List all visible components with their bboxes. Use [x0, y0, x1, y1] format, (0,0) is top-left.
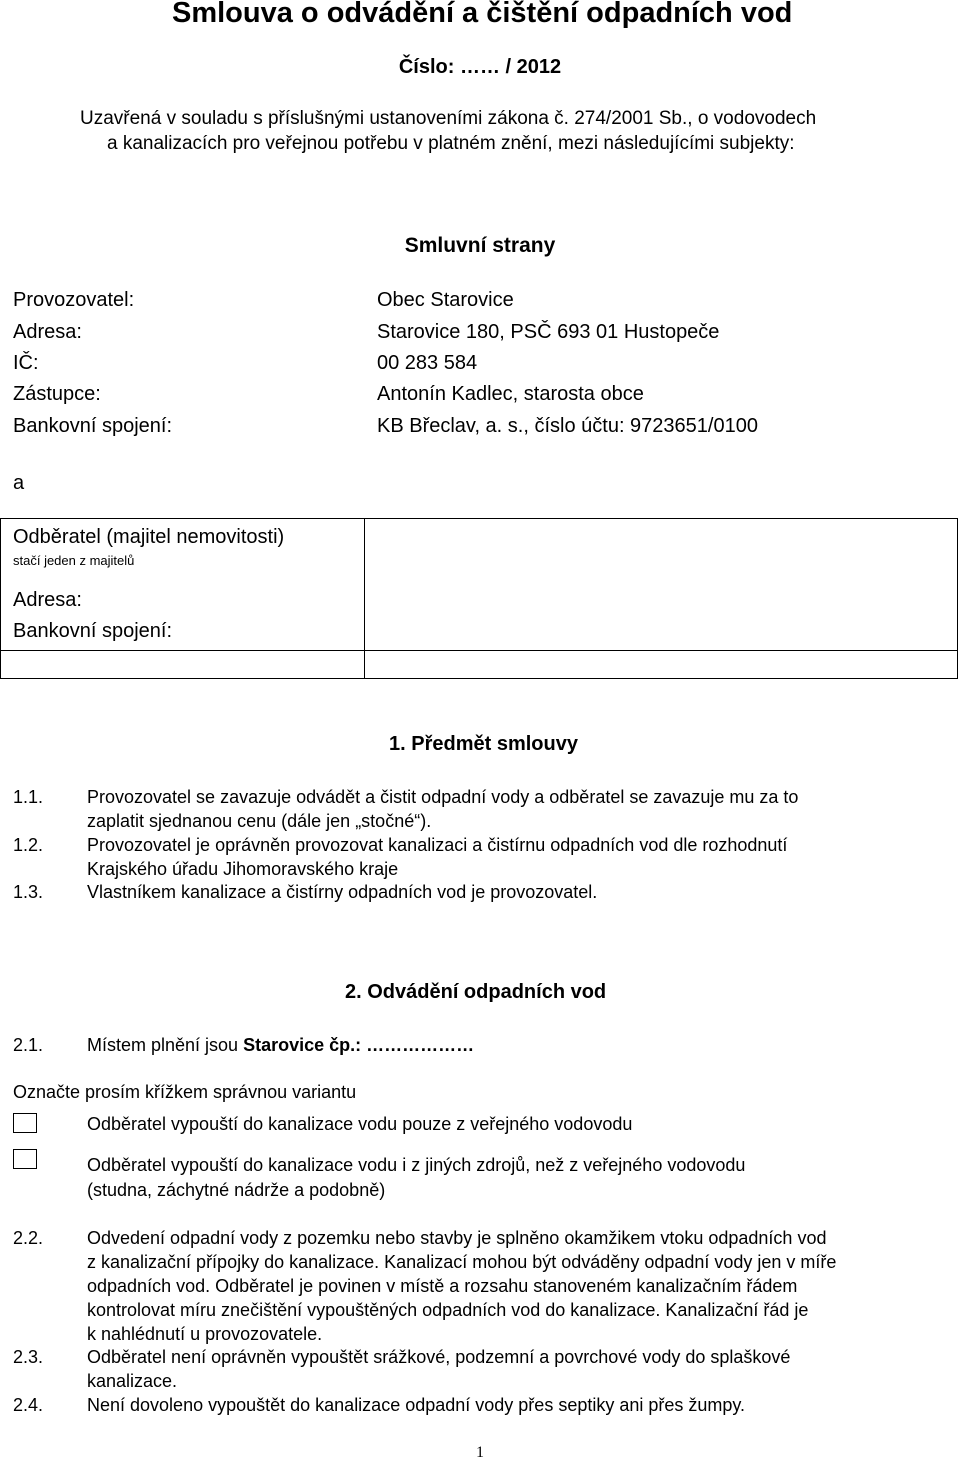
clause-line: Vlastníkem kanalizace a čistírny odpadních vod je provozovatel. [87, 882, 598, 902]
option-checkbox-other-sources[interactable] [13, 1149, 37, 1169]
option-other-sources-label-2: (studna, záchytné nádrže a podobně) [87, 1180, 386, 1200]
document-title: Smlouva o odvádění a čištění odpadních vod [172, 0, 793, 29]
section1-heading: 1. Předmět smlouvy [389, 733, 578, 755]
place-value: Starovice čp.: ……………… [243, 1035, 475, 1055]
ic-label: IČ: [13, 352, 39, 374]
representative-value: Antonín Kadlec, starosta obce [377, 383, 644, 405]
option-other-sources-label: Odběratel vypouští do kanalizace vodu i z jiných zdrojů, než z veřejného vodovodu [87, 1155, 746, 1175]
clause-line: Odvedení odpadní vody z pozemku nebo stavby je splněno okamžikem vtoku odpadních vod [87, 1228, 827, 1248]
clause-line: Provozovatel se zavazuje odvádět a čistit odpadní vody a odběratel se zavazuje mu za to [87, 787, 799, 807]
clause-line: kanalizace. [87, 1371, 178, 1391]
provider-label: Provozovatel: [13, 289, 135, 311]
provider-value: Obec Starovice [377, 289, 514, 311]
mark-instruction: Označte prosím křížkem správnou variantu [13, 1082, 357, 1102]
clause-line: k nahlédnutí u provozovatele. [87, 1324, 323, 1344]
customer-note: stačí jeden z majitelů [13, 553, 135, 568]
clause-line: Provozovatel je oprávněn provozovat kanalizaci a čistírnu odpadních vod dle rozhodnutí [87, 835, 788, 855]
representative-label: Zástupce: [13, 383, 101, 405]
customer-bank-label: Bankovní spojení: [13, 620, 172, 642]
clause-number: 1.2. [13, 835, 44, 855]
clause-number: 2.3. [13, 1347, 44, 1367]
ic-value: 00 283 584 [377, 352, 478, 374]
parties-heading: Smluvní strany [404, 234, 556, 257]
customer-extra-field[interactable] [366, 652, 956, 677]
clause-number: 1.3. [13, 882, 44, 902]
option-checkbox-public-water[interactable] [13, 1113, 37, 1133]
section2-heading: 2. Odvádění odpadních vod [345, 981, 607, 1003]
address-value: Starovice 180, PSČ 693 01 Hustopeče [377, 321, 720, 343]
clause-line: odpadních vod. Odběratel je povinen v místě a rozsahu stanoveném kanalizačním řádem [87, 1276, 798, 1296]
and-connector: a [13, 472, 25, 494]
clause-line: Není dovoleno vypouštět do kanalizace odpadní vody přes septiky ani přes žumpy. [87, 1395, 746, 1415]
clause-number: 1.1. [13, 787, 44, 807]
clause-line: Odběratel není oprávněn vypouštět srážkové, podzemní a povrchové vody do splaškové [87, 1347, 791, 1367]
customer-label: Odběratel (majitel nemovitosti) [13, 526, 285, 548]
bank-label: Bankovní spojení: [13, 415, 172, 437]
intro-line-1: Uzavřená v souladu s příslušnými ustanoveními zákona č. 274/2001 Sb., o vodovodech [80, 108, 817, 129]
place-text: Místem plnění jsou [87, 1035, 244, 1055]
clause-line: z kanalizační přípojky do kanalizace. Kanalizací mohou být odváděny odpadní vody jen v míře [87, 1252, 837, 1272]
clause-number: 2.4. [13, 1395, 44, 1415]
clause-line [87, 1034, 474, 1058]
clause-line: kontrolovat míru znečištění vypouštěných odpadních vod do kanalizace. Kanalizační řád je [87, 1300, 809, 1320]
clause-number: 2.2. [13, 1228, 44, 1248]
clause-line: zaplatit sjednanou cenu (dále jen „stočné“). [87, 811, 432, 831]
clause-number: 2.1. [13, 1035, 44, 1055]
bank-value: KB Břeclav, a. s., číslo účtu: 9723651/0100 [377, 415, 758, 437]
contract-number: Číslo: …… / 2012 [398, 56, 562, 78]
clause-line: Krajského úřadu Jihomoravského kraje [87, 859, 399, 879]
customer-name-field[interactable] [366, 520, 956, 649]
intro-line-2: a kanalizacích pro veřejnou potřebu v platném znění, mezi následujícími subjekty: [107, 133, 795, 154]
option-public-water-label: Odběratel vypouští do kanalizace vodu pouze z veřejného vodovodu [87, 1114, 633, 1134]
page-number: 1 [476, 1444, 484, 1461]
customer-address-label: Adresa: [13, 589, 82, 611]
address-label: Adresa: [13, 321, 82, 343]
